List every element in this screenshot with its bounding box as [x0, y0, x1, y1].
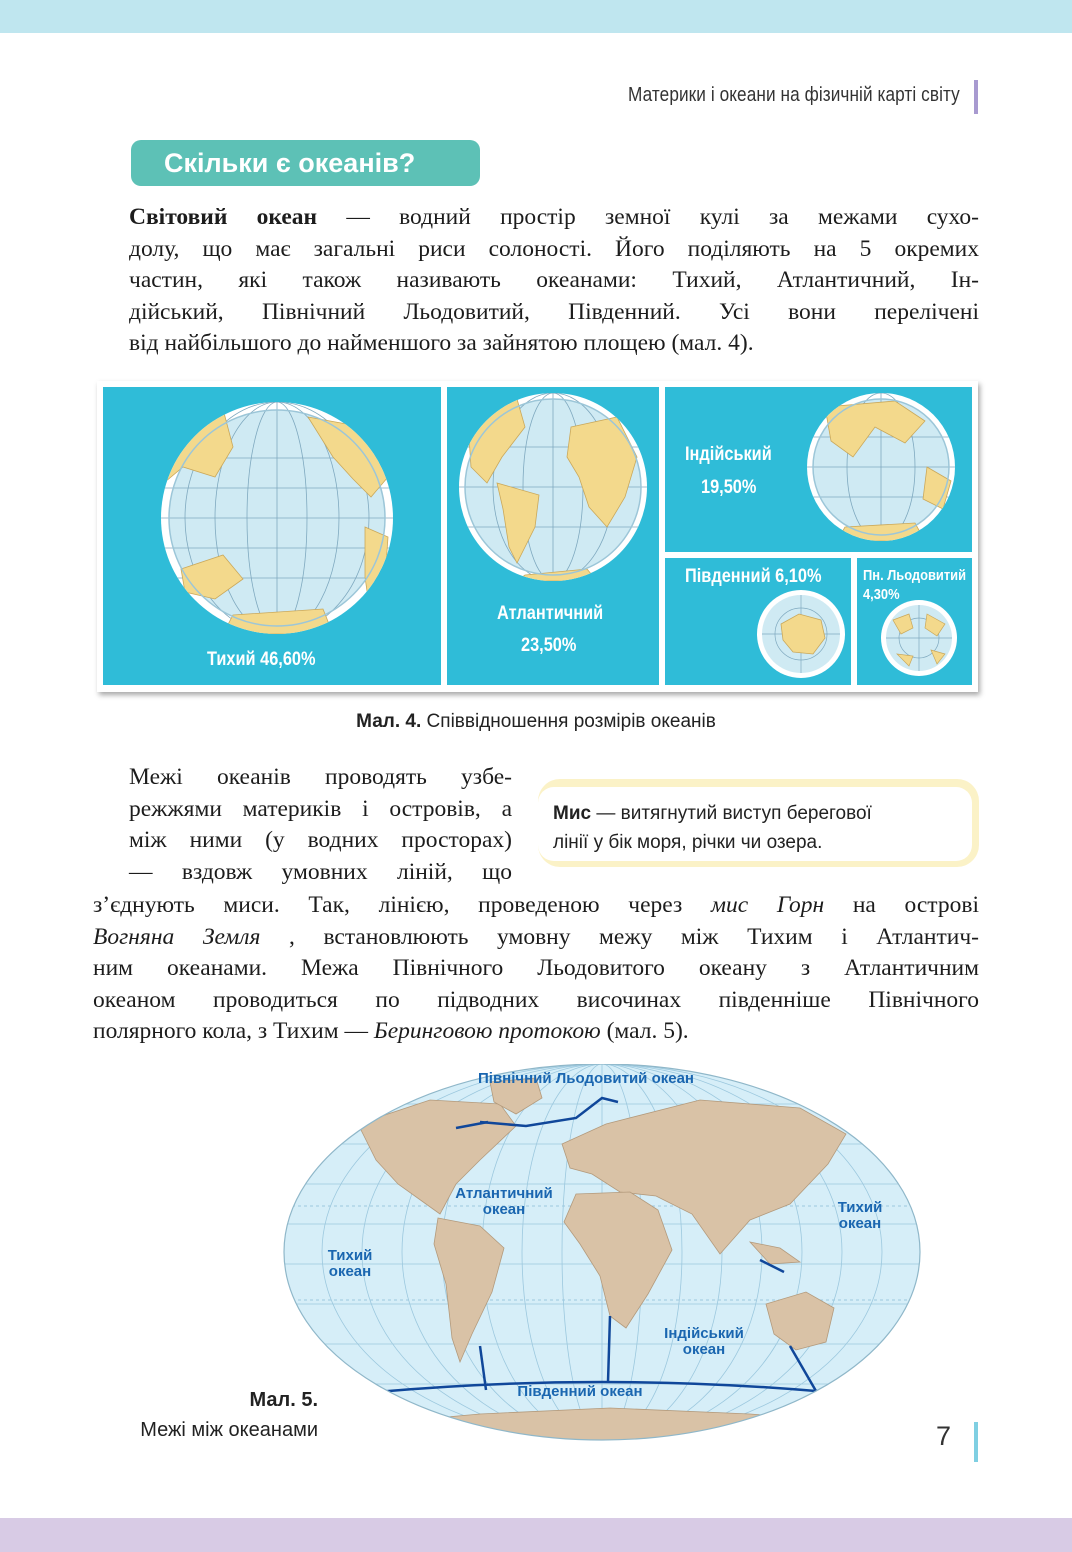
map-label-atlantic-2: океан: [482, 1201, 526, 1218]
p3-line-5: полярного кола, з Тихим — Беринговою протокою (мал. 5).: [93, 1018, 689, 1044]
p1-line-4: дійський, Північний Льодовитий, Південний. Усі вони перелічені: [129, 298, 979, 325]
map-label-pacific-west-1: Тихий: [327, 1247, 373, 1264]
paragraph-ocean-borders: [93, 762, 512, 888]
indian-label-share: 19,50%: [701, 477, 757, 498]
p3-line-1: з’єднують миси. Так, лінією, проведеною через мис Горн на острові: [93, 892, 979, 918]
definition-line-2: лінії у бік моря, річки чи озера.: [553, 832, 823, 853]
p1-line-3: частин, які також називають океанами: Тихий, Атлантичний, Ін-: [129, 267, 979, 293]
figure-4-ocean-treemap: [97, 381, 978, 692]
p3-line-3: ним океанами. Межа Північного Льодовитого океану з Атлантичним: [93, 955, 979, 981]
arctic-label-name: Пн. Льодовитий: [863, 567, 967, 584]
p2-line-3: між ними (у водних просторах): [129, 827, 512, 853]
map-label-indian-1: Індійський: [664, 1325, 744, 1342]
p3-line-2: Вогняна Земля , встановлюють умовну межу між Тихим і Атлантич-: [93, 923, 979, 950]
p1-line-1: Світовий океан — водний простір земної кулі за межами сухо-: [129, 204, 979, 230]
pacific-label: Тихий 46,60%: [207, 649, 316, 670]
figure-5-world-map: [280, 1064, 924, 1442]
page-number: 7: [936, 1421, 952, 1451]
map-label-pacific-east-1: Тихий: [837, 1199, 883, 1216]
page-number-marker: [974, 1422, 978, 1462]
map-label-arctic: Північний Льодовитий океан: [478, 1070, 694, 1087]
section-title-pill: [131, 140, 480, 186]
indian-label-name: Індійський: [685, 444, 772, 465]
tile-southern: [665, 558, 851, 685]
figure-5-caption: [100, 1385, 318, 1445]
figure-4-caption: Мал. 4. Співвідношення розмірів океанів: [356, 711, 716, 732]
tile-indian: [665, 387, 972, 552]
map-label-pacific-west-2: океан: [328, 1263, 372, 1280]
section-title: Скільки є океанів?: [164, 148, 416, 178]
p2-line-2: режжями материків і островів, а: [129, 795, 512, 822]
p3-line-4: океаном проводиться по підводних височинах південніше Північного: [93, 986, 979, 1013]
map-label-atlantic-1: Атлантичний: [455, 1185, 553, 1202]
atlantic-label-name: Атлантичний: [497, 603, 604, 624]
tile-pacific: [103, 387, 441, 685]
indian-globe-illustration: [665, 387, 972, 552]
map-label-southern: Південний океан: [517, 1383, 643, 1400]
p1-line-5: від найбільшого до найменшого за зайнятою площею (мал. 4).: [129, 330, 754, 356]
paragraph-world-ocean: [93, 202, 979, 360]
p2-line-1: Межі океанів проводять узбе-: [129, 764, 512, 790]
bottom-color-band: [0, 1518, 1072, 1552]
pacific-globe-illustration: [103, 387, 441, 685]
running-head: Материки і океани на фізичній карті світу: [628, 84, 960, 106]
definition-box-cape: [538, 787, 972, 861]
running-head-marker: [974, 80, 978, 114]
tile-atlantic: [447, 387, 659, 685]
tile-arctic: [857, 558, 972, 685]
southern-label: Південний 6,10%: [685, 566, 822, 587]
paragraph-ocean-borders-continued: [93, 890, 979, 1048]
p1-line-2: долу, що має загальні риси солоності. Його поділяють на 5 окремих: [129, 235, 979, 262]
atlantic-label-share: 23,50%: [521, 635, 577, 656]
map-label-pacific-east-2: океан: [838, 1215, 882, 1232]
definition-line-1: Мис — витягнутий виступ берегової: [553, 803, 872, 824]
arctic-label-share: 4,30%: [863, 586, 900, 603]
p2-line-4: — вздовж умовних ліній, що: [129, 858, 512, 885]
map-label-indian-2: океан: [682, 1341, 726, 1358]
figure-5-caption-label: Мал. 5.: [249, 1389, 318, 1411]
top-color-band: [0, 0, 1072, 33]
figure-5-caption-text: Межі між океанами: [140, 1419, 318, 1441]
term-world-ocean: Світовий океан: [129, 204, 318, 230]
